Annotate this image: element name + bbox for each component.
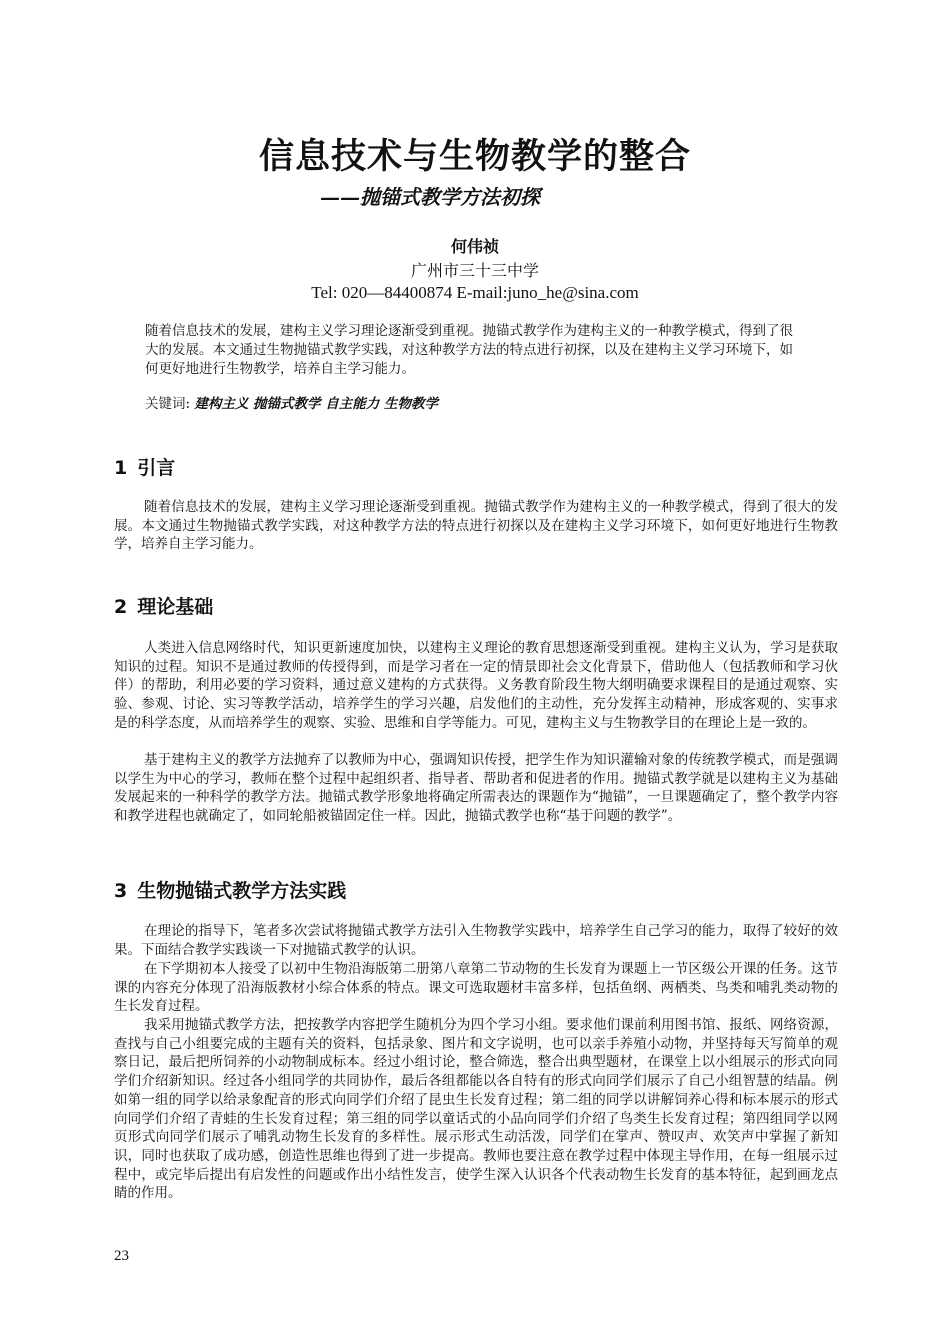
section-number: 1	[114, 457, 128, 479]
paragraph: 随着信息技术的发展，建构主义学习理论逐渐受到重视。抛锚式教学作为建构主义的一种教学模式，得到了很大的发展。本文通过生物抛锚式教学实践，对这种教学方法的特点进行初探以及在建构主义学习环境下，如何更好地进行生物教学，培养自主学习能力。	[114, 499, 838, 553]
section-title: 理论基础	[137, 596, 214, 618]
paragraph: 在下学期初本人接受了以初中生物沿海版第二册第八章第二节动物的生长发育为课题上一节区级公开课的任务。这节课的内容充分体现了沿海版教材小综合体系的特点。课文可选取题材丰富多样，包括鱼纲、两栖类、鸟类和哺乳类动物的生长发育过程。	[114, 961, 838, 1015]
paragraph: 在理论的指导下，笔者多次尝试将抛锚式教学方法引入生物教学实践中，培养学生自己学习的能力，取得了较好的效果。下面结合教学实践谈一下对抛锚式教学的认识。	[114, 923, 838, 958]
section-title: 引言	[137, 457, 176, 479]
abstract: 随着信息技术的发展，建构主义学习理论逐渐受到重视。抛锚式教学作为建构主义的一种教学模式，得到了很大的发展。本文通过生物抛锚式教学实践，对这种教学方法的特点进行初探，以及在建构主义学习环境下，如何更好地进行生物教学，培养自主学习能力。	[145, 323, 793, 377]
page-number: 23	[114, 1248, 129, 1264]
author-contact: Tel: 020—84400874 E-mail:juno_he@sina.com	[311, 283, 639, 302]
paper-title: 信息技术与生物教学的整合	[258, 137, 691, 177]
paragraph: 人类进入信息网络时代，知识更新速度加快，以建构主义理论的教育思想逐渐受到重视。建构主义认为，学习是获取知识的过程。知识不是通过教师的传授得到，而是学习者在一定的情景即社会文化背景下，借助他人（包括教师和学习伙伴）的帮助，利用必要的学习资料，通过意义建构的方式获得。义务教育阶段生物大纲明确要求课程目的是通过观察、实验、参观、讨论、实习等教学活动，培养学生的学习兴趣，启发他们的主动性，充分发挥主动精神，形成客观的、实事求是的科学态度，从而培养学生的观察、实验、思维和自学等能力。可见，建构主义与生物教学目的在理论上是一致的。	[114, 640, 838, 731]
section-number: 2	[114, 596, 128, 618]
keywords-label: 关键词:	[145, 396, 191, 412]
paragraph: 我采用抛锚式教学方法，把按教学内容把学生随机分为四个学习小组。要求他们课前利用图书馆、报纸、网络资源，查找与自己小组要完成的主题有关的资料，包括录象、图片和文字说明，也可以亲手养殖小动物，并坚持每天写简单的观察日记，最后把所饲养的小动物制成标本。经过小组讨论，整合筛选，整合出典型题材，在课堂上以小组展示的形式向同学们介绍新知识。经过各小组同学的共同协作，最后各组都能以各自特有的形式向同学们展示了自己小组智慧的结晶。例如第一组的同学以给录象配音的形式向同学们介绍了昆虫生长发育过程；第二组的同学以讲解饲养心得和标本展示的形式向同学们介绍了青蛙的生长发育过程；第三组的同学以童话式的小品向同学们介绍了鸟类生长发育过程；第四组同学以网页形式向同学们展示了哺乳动物生长发育的多样性。展示形式生动活泼，同学们在掌声、赞叹声、欢笑声中掌握了新知识，同时也获取了成功感，创造性思维也得到了进一步提高。教师也要注意在教学过程中体现主导作用，在每一组展示过程中，或完毕后提出有启发性的问题或作出小结性发言，使学生深入认识各个代表动物生长发育的基本特征，起到画龙点睛的作用。	[114, 1017, 838, 1202]
section-heading-3	[114, 878, 346, 904]
author-name: 何伟祯	[450, 237, 499, 256]
section-heading-2	[114, 594, 213, 620]
section-heading-1	[114, 455, 175, 481]
section-title: 生物抛锚式教学方法实践	[137, 880, 347, 902]
author-affiliation: 广州市三十三中学	[410, 261, 539, 280]
paragraph: 基于建构主义的教学方法抛弃了以教师为中心，强调知识传授，把学生作为知识灌输对象的传统教学模式，而是强调以学生为中心的学习，教师在整个过程中起组织者、指导者、帮助者和促进者的作用。抛锚式教学就是以建构主义为基础发展起来的一种科学的教学方法。抛锚式教学形象地将确定所需表达的课题作为“抛锚”，一旦课题确定了，整个教学内容和教学进程也就确定了，如同轮船被锚固定住一样。因此，抛锚式教学也称“基于问题的教学”。	[114, 752, 838, 825]
keywords-list: 建构主义 抛锚式教学 自主能力 生物教学	[194, 396, 438, 412]
section-number: 3	[114, 880, 128, 902]
keywords-line	[145, 395, 795, 414]
paper-subtitle: ——抛锚式教学方法初探	[320, 185, 540, 209]
